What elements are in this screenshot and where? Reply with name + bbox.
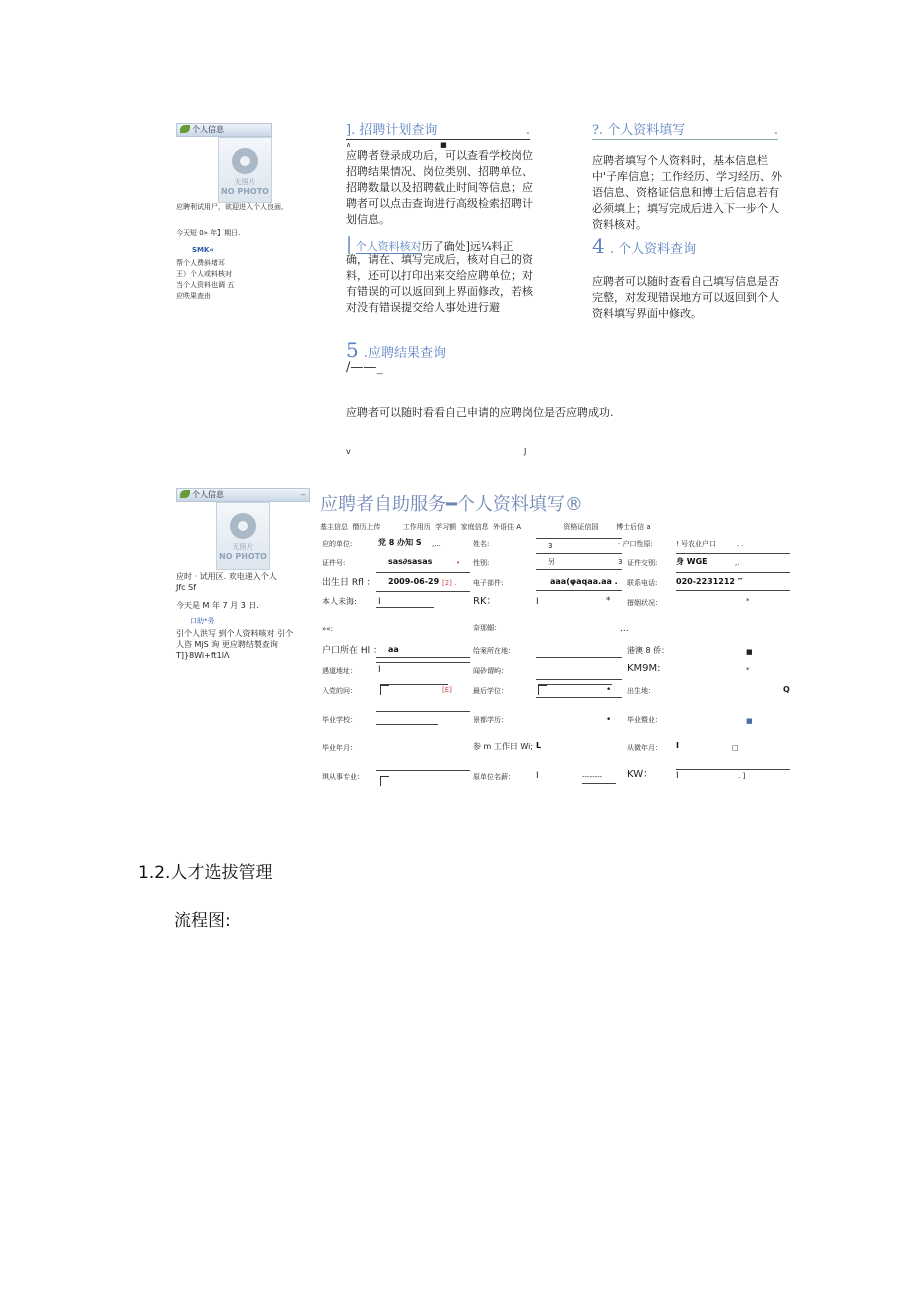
step3-title[interactable]: | 个人资料核对历了确处]远¼料正 [346,234,514,255]
field-label: 最后学位： [473,687,508,695]
field-label: 应的单位: [322,540,353,548]
name-field[interactable]: 3 [548,542,553,550]
field-label: · 户口性原: [618,540,653,548]
field-label: 入党的问： [322,687,357,695]
id-type-select[interactable]: 身 WGE [676,557,708,566]
unit-tail: ,... [432,540,441,548]
step5-subline: /——_ [346,360,383,375]
date-text: 今天短 0» 年】期日. [176,229,241,237]
calendar-icon[interactable]: [E] [442,686,452,694]
field-label: 参 m 工作日 Wi; [473,742,534,751]
field-label: 出生日 Rfl ： [322,578,376,588]
kw-field[interactable]: I [676,771,679,781]
hukou-select[interactable]: ! 号农业户口 [676,540,717,548]
field-label: 证件号: [322,559,346,567]
hukou-tail: . . [737,540,744,548]
field-label: 姓名: [473,540,490,548]
hukou-location-field[interactable]: aa [388,645,399,654]
step1-body: 应聘者登录成功后，可以查看学校岗位招聘结果情况、岗位类别、招聘单位、招聘数量以及招聘截止时间等信息；应聘者可以点击查询进行高级检索招聘计划信息。 [346,149,533,226]
section-subheading: 流程图: [174,911,231,931]
sidebar-menu-items[interactable]: 引个人洪写 到个人资料咳对 引个人咨 MjS 询 更应聘结製查询 [176,629,294,649]
field-label: 出生地： [627,687,655,695]
sidebar-menu-item[interactable]: 应昳果查由 [176,292,211,300]
no-photo-placeholder: 无照片 NO PHOTO [218,137,272,203]
major-mark[interactable]: ■ [746,717,753,725]
field-label: 景都学历： [473,716,508,724]
step5-mark-left: v [346,447,351,456]
field-label: KW： [627,769,654,780]
form-tabs[interactable]: 基主信总 僭历上传 工作用历 学习额 家庭信息 外语住 A 资格证信国 博士后信 a [320,523,651,531]
field-label: RK： [473,596,497,607]
step3-body: 确，请在、填写完成后，核对自己的资料，还可以打印出来交给应聘单位；对有错误的可以返回到上界面修改，若核对没有错误提交给人事处进行避 [346,253,533,314]
step1-title[interactable]: ]. 招聘计划查询 . [346,123,530,138]
field-label: 毕业暨业： [627,716,662,724]
camera-icon [230,513,256,539]
menu-title: SMK« [192,246,214,254]
work-date-field[interactable]: L [536,741,542,750]
step5-mark-right: J [524,447,527,456]
field-label: 毕业年月： [322,744,357,752]
sidebar-menu-item[interactable]: 王）个人或料核对 [176,270,232,278]
leaf-icon [180,125,190,133]
field-label: 本人未海: [322,597,357,606]
step4-body: 应聘者可以随时查看自己填写信息是否完整，对发现错误地方可以返回到个人资料填写界面中修改。 [592,275,779,320]
no-photo-placeholder: 无照片 NO PHOTO [216,502,270,570]
field-label: 给案所在地： [473,647,515,655]
field-label: 户口所在 Hl ： [322,646,382,656]
collapse-icon[interactable]: − [300,491,306,499]
birthplace-mark[interactable]: Q [783,685,790,694]
field-label: 奈那蝈： [473,624,501,632]
field-label: 联系电话: [627,579,658,587]
section-heading: 1.2.人才选拔管理 [138,863,273,883]
step2-body: 应聘者填写个人资料时，基本信息栏中'子库信息；工作经历、学习经历、外语信息、资格证信息和博士后信息若有必须填上；填写完成后进入下一步个人资料核对。 [592,154,783,231]
id-type-tail: ,. [735,559,740,567]
menu-title: 口助*务 [190,617,215,625]
field-label: »«: [322,625,333,633]
calendar-icon[interactable]: [2] . [442,579,457,587]
leaf-icon [180,490,190,498]
orig-unit-dash: -------- [582,773,603,781]
field-label: 从微年月： [627,744,662,752]
specialty-field[interactable] [380,776,389,786]
field-label: 搢姻状况： [627,599,662,607]
hometown-field[interactable]: I [378,597,381,607]
sidebar-header: 个人信息 [176,123,272,137]
id-mark: • [456,559,461,567]
field-label: 毕业学校： [322,716,357,724]
welcome-text: 应时 · 试用区. 欢电递入个人 Jfc Sf [176,572,277,592]
camera-icon [232,148,258,174]
degree-mark: • [606,685,612,695]
step1-marks: ∧ ■ [346,141,447,149]
field-label: 电子部件: [473,579,504,587]
sidebar-header: 个人信息 − [176,488,310,502]
party-date-field[interactable] [380,685,389,695]
form-title: 应聘者自助服务━个人资料填写® [320,494,583,515]
birth-date-field[interactable]: 2009-06-29 [388,577,440,586]
field-label: 性别: [473,559,490,567]
step5-title[interactable]: 5 .应聘结果查询 [346,338,446,362]
sidebar-menu-item[interactable]: 帮个人费斜堵耳 [176,259,225,267]
phone-field[interactable]: 020-2231212 ‴ [676,577,743,586]
orig-unit-field[interactable]: I [536,771,539,781]
rk-mark: * [606,596,611,606]
talent-mark[interactable]: ■ [746,648,753,656]
step4-title[interactable]: 4 . 个人资料查询 [592,234,697,258]
field-label: KM9M: [627,663,661,674]
nation-mark[interactable]: ... [620,624,629,634]
step2-title[interactable]: ?. 个人资料填写 . [592,123,778,138]
edu-mark[interactable]: • [606,715,612,725]
field-label: 闻砂谓屿： [473,667,508,675]
gender-select[interactable]: 另 [548,558,555,566]
degree-select[interactable] [538,685,547,695]
kw-mark: . ] [738,772,746,780]
field-label: 港澳 8 侨： [627,646,670,655]
sidebar-menu-item[interactable]: T]}8Wi+ft1lΛ [176,651,230,660]
field-label: 证件交别: [627,559,658,567]
step5-body: 应聘者可以随时看看自己申请的应聘岗位是否应聘成功. [346,406,614,419]
rk-field[interactable]: I [536,597,539,607]
field-label: 琪从事专业： [322,773,364,781]
km-mark[interactable]: * [746,666,750,674]
welcome-text: 应聘利试用尸，欲迎进入个人良面, [176,203,284,211]
field-label: 遇道地址： [322,667,357,675]
from-year-field[interactable]: I [676,741,679,750]
gender-mark: 3 [618,558,623,566]
date-text: 今天是 M 年 7 月 3 日. [176,601,259,610]
sidebar-menu-item[interactable]: 当个人资料也调 五 [176,281,235,289]
email-field[interactable]: aaa(φaqaa.aa . [550,577,618,586]
unit-field[interactable]: 党 8 办知 S [378,538,422,547]
marital-mark[interactable]: * [746,597,750,605]
calendar-icon[interactable]: □ [732,744,739,752]
address-field[interactable]: I [378,665,381,675]
id-number-field[interactable]: sas∂sasas [388,557,433,566]
field-label: 原单位名薪： [473,773,515,781]
